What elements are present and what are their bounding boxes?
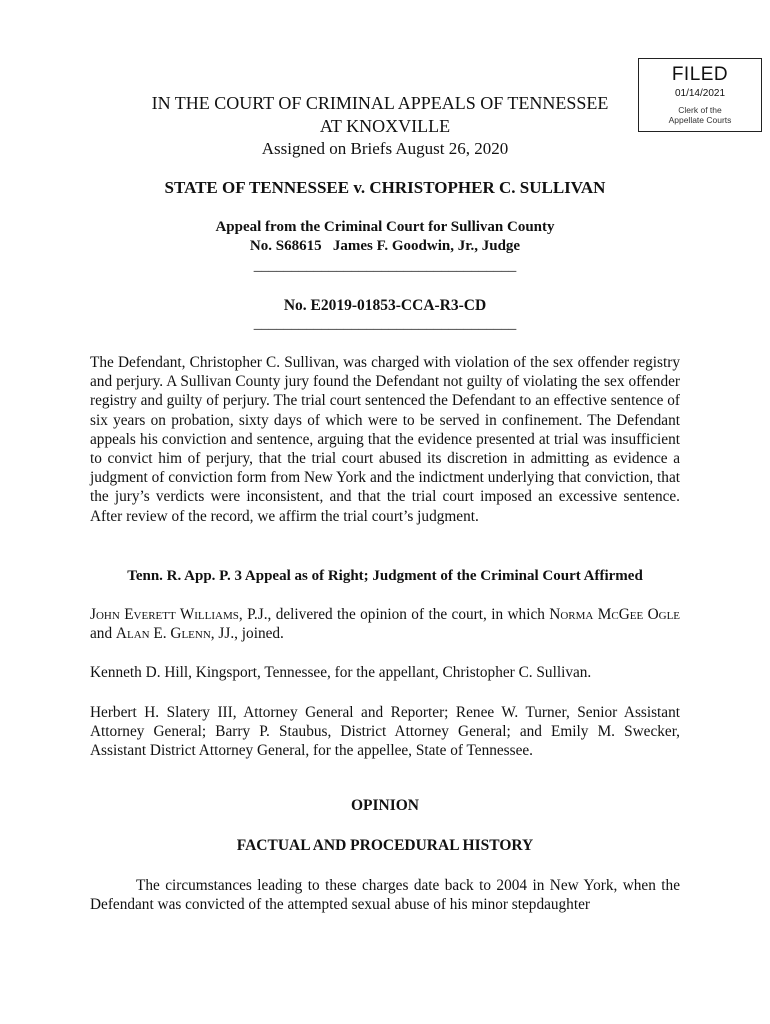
stamp-court-line: Appellate Courts (668, 115, 732, 125)
stamp-filed-label: FILED (671, 64, 729, 85)
opinion-heading: OPINION (350, 797, 420, 814)
appeal-from: Appeal from the Criminal Court for Sullivan County (215, 219, 555, 235)
section-heading: FACTUAL AND PROCEDURAL HISTORY (236, 837, 534, 854)
authoring-judges (90, 605, 680, 643)
divider-rule: ___________________________________ (253, 258, 517, 274)
court-name: IN THE COURT OF CRIMINAL APPEALS OF TENNESSEE (151, 93, 609, 113)
court-location: AT KNOXVILLE (319, 116, 451, 136)
stamp-clerk-line: Clerk of the (678, 105, 722, 115)
trial-case-info: No. S68615 James F. Goodwin, Jr., Judge (249, 238, 521, 254)
author-text: and (90, 625, 116, 643)
assigned-date: Assigned on Briefs August 26, 2020 (261, 139, 509, 158)
author-judge: John Everett Williams (90, 606, 239, 623)
disposition: Tenn. R. App. P. 3 Appeal as of Right; Judgment of the Criminal Court Affirmed (127, 568, 643, 584)
appellant-counsel: Kenneth D. Hill, Kingsport, Tennessee, for the appellant, Christopher C. Sullivan. (90, 664, 592, 681)
body-paragraph: The circumstances leading to these charges date back to 2004 in New York, when the Defendant was convicted of the attempted sexual abuse of his minor stepdaughter (90, 877, 680, 914)
docket-number: No. E2019-01853-CCA-R3-CD (283, 297, 487, 314)
case-caption: STATE OF TENNESSEE v. CHRISTOPHER C. SULLIVAN (164, 178, 606, 197)
author-text: , JJ., joined. (210, 625, 284, 643)
case-summary: The Defendant, Christopher C. Sullivan, was charged with violation of the sex offender registry and perjury. A Sullivan County jury found the Defendant not guilty of violating the sex offender registry and guilty of perjury. The trial court sentenced the Defendant to an effective sentence of six years on probation, sixty days of which were to be served in confinement. The Defendant appeals his conviction and sentence, arguing that the evidence presented at trial was insufficient to convict him of perjury, that the trial court abused its discretion in admitting as evidence a judgment of conviction form from New York and the indictment underlying that conviction, that the jury’s verdicts were inconsistent, and that the trial court imposed an excessive sentence. After review of the record, we affirm the trial court’s judgment. (90, 354, 680, 525)
divider-rule: ___________________________________ (253, 316, 517, 332)
joining-judge: Norma McGee Ogle (549, 606, 681, 623)
appellee-counsel: Herbert H. Slatery III, Attorney General and Reporter; Renee W. Turner, Senior Assistant Attorney General; Barry P. Staubus, District Attorney General; and Emily M. Swecker, Assistant District Attorney General, for the appellee, State of Tennessee. (90, 704, 680, 760)
joining-judge: Alan E. Glenn (115, 625, 211, 643)
stamp-date: 01/14/2021 (674, 88, 726, 99)
author-text: , P.J., delivered the opinion of the court, in which (238, 606, 550, 623)
